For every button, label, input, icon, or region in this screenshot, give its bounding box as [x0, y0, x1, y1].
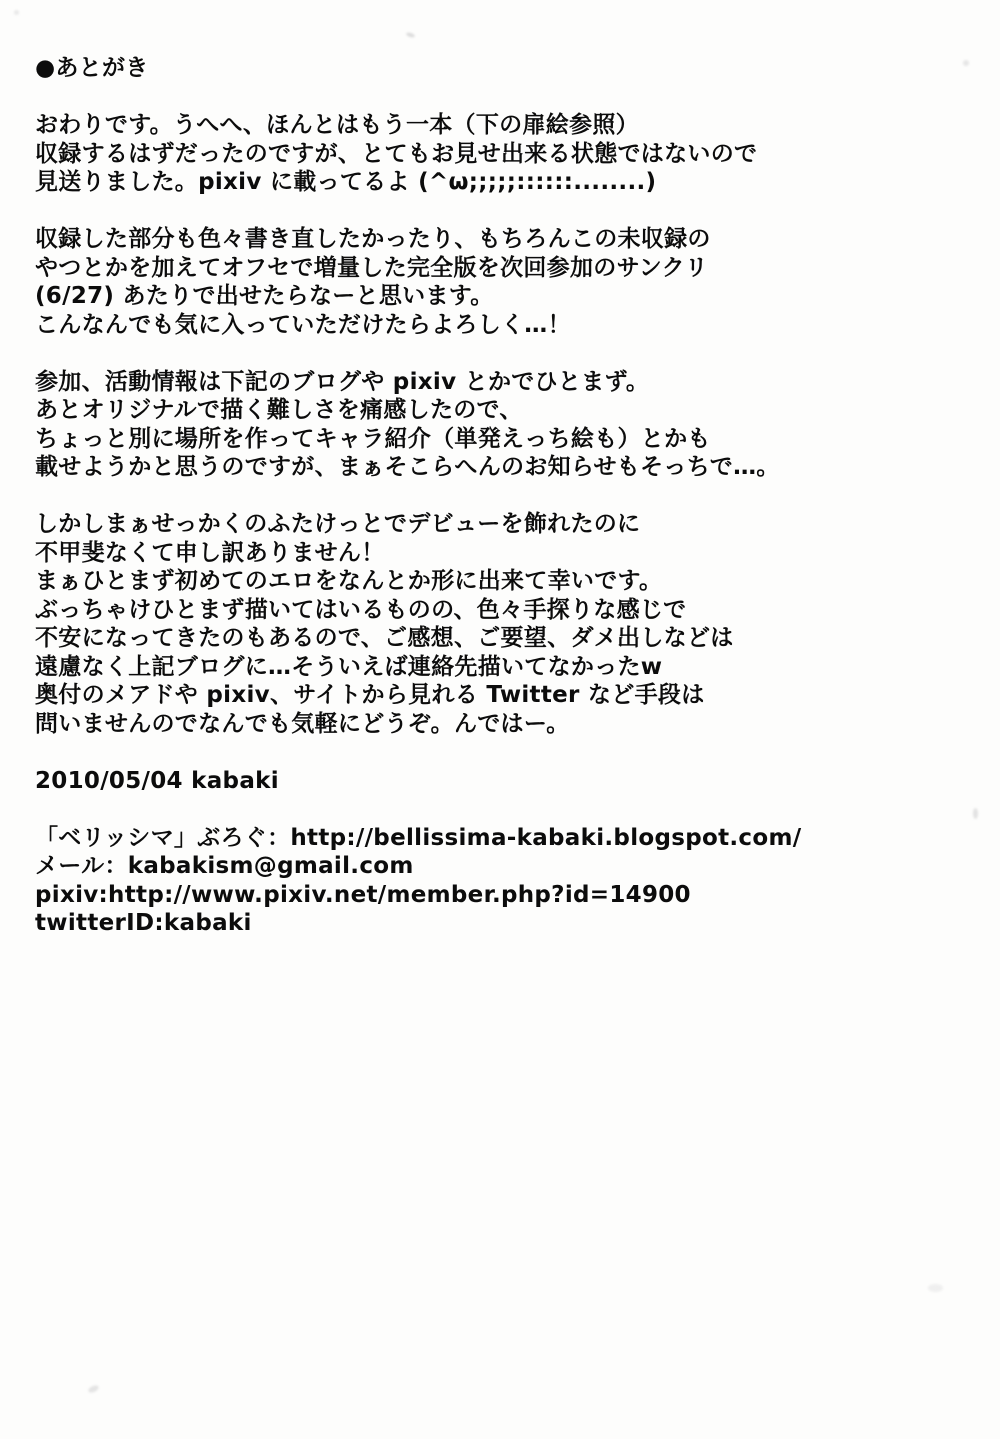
- text-line: 参加、活動情報は下記のブログや pixiv とかでひとまず。: [35, 368, 650, 395]
- text-line: 見送りました。pixiv に載ってるよ (^ω;;;;;::::::........): [35, 169, 657, 195]
- contact-blog-line: 「ベリッシマ」ぶろぐ：http://bellissima-kabaki.blogspot.com/: [35, 824, 802, 851]
- contact-block: [35, 824, 970, 938]
- text-line: しかしまぁせっかくのふたけっとでデビューを飾れたのに: [35, 511, 641, 537]
- text-line: あとオリジナルで描く難しさを痛感したので、: [35, 397, 523, 423]
- scan-speck: [963, 60, 969, 66]
- scan-speck: [973, 808, 978, 819]
- scan-speck: [14, 10, 19, 15]
- signoff-block: [35, 767, 970, 796]
- contact-email-line: メール：kabakism@gmail.com: [35, 853, 414, 879]
- text-line: 載せようかと思うのですが、まぁそこらへんのお知らせもそっちで…。: [35, 454, 780, 480]
- text-line: (6/27) あたりで出せたらなーと思います。: [35, 283, 494, 309]
- text-line: こんなんでも気に入っていただけたらよろしく…！: [35, 311, 571, 338]
- text-line: まぁひとまず初めてのエロをなんとか形に出来て幸いです。: [35, 568, 663, 594]
- text-line: ぶっちゃけひとまず描いてはいるものの、色々手探りな感じで: [35, 596, 687, 623]
- paragraph-complete-edition: [35, 225, 970, 339]
- paragraph-debut-feedback: [35, 510, 970, 738]
- scan-speck: [928, 1284, 943, 1292]
- text-line: 遠慮なく上記ブログに…そういえば連絡先描いてなかったw: [35, 653, 663, 680]
- signoff-date-author: 2010/05/04 kabaki: [35, 767, 279, 794]
- text-line: 収録した部分も色々書き直したかったり、もちろんこの未収録の: [35, 226, 711, 252]
- paragraph-intro: [35, 111, 970, 197]
- contact-twitter-line: twitterID:kabaki: [35, 910, 252, 936]
- text-line: おわりです。うへへ、ほんとはもう一本（下の扉絵参照）: [35, 112, 639, 138]
- text-line: 問いませんのでなんでも気軽にどうぞ。んではー。: [35, 710, 570, 737]
- text-line: ちょっと別に場所を作ってキャラ紹介（単発えっち絵も）とかも: [35, 425, 711, 452]
- paragraph-activity-info: [35, 368, 970, 482]
- text-line: 収録するはずだったのですが、とてもお見せ出来る状態ではないので: [35, 140, 758, 167]
- text-line: 奥付のメアドや pixiv、サイトから見れる Twitter など手段は: [35, 682, 705, 708]
- text-line: 不安になってきたのもあるので、ご感想、ご要望、ダメ出しなどは: [35, 625, 734, 651]
- text-line: 不甲斐なくて申し訳ありません！: [35, 539, 385, 566]
- contact-pixiv-line: pixiv:http://www.pixiv.net/member.php?id=14900: [35, 881, 691, 908]
- page-title: ●あとがき: [35, 55, 149, 81]
- text-line: やつとかを加えてオフセで増量した完全版を次回参加のサンクリ: [35, 254, 709, 281]
